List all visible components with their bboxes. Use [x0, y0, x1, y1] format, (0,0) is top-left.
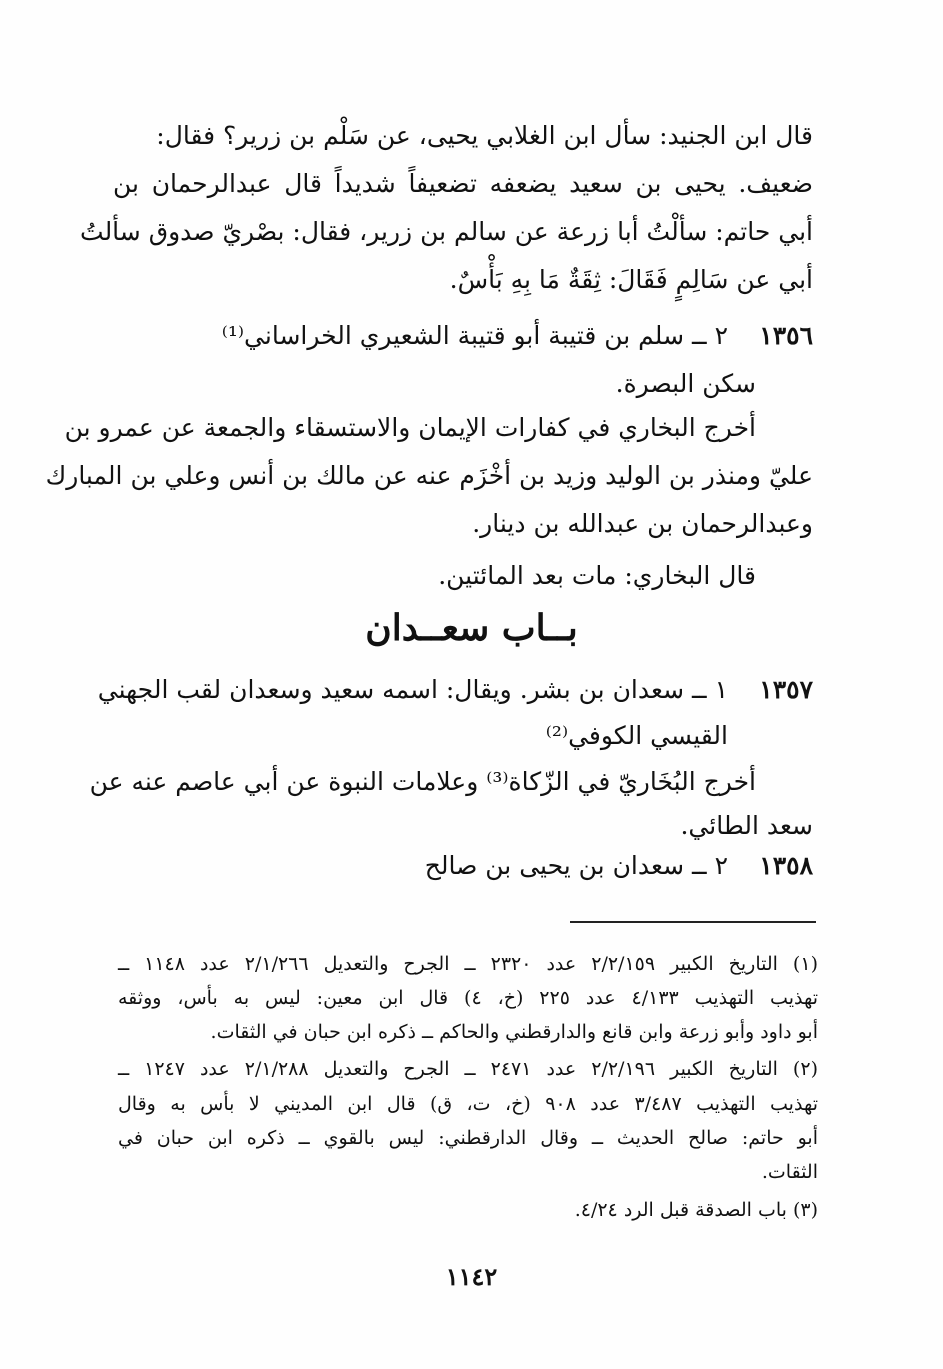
- text-line: أخرج البخاري في كفارات الإيمان والاستسقاء والجمعة عن عمرو بن: [64, 413, 756, 442]
- text-line: أخرج البُخَاريّ في الزّكاة⁽³⁾ وعلامات النبوة عن أبي عاصم عنه عن: [89, 767, 756, 796]
- text-line: عليّ ومنذر بن الوليد وزيد بن أخْزَم عنه عن مالك بن أنس وعلي بن المبارك: [45, 461, 813, 490]
- footnote-line: تهذيب التهذيب ٣/٤٨٧ عدد ٩٠٨ (خ، ت، ق) قال ابن المديني لا بأس به وقال: [118, 1093, 818, 1115]
- text-line: أبي حاتم: سألْتُ أبا زرعة عن سالم بن زرير، فقال: بصْريّ صدوق سألتُ: [80, 217, 813, 246]
- text-line: ضعيف. يحيى بن سعيد يضعفه تضعيفاً شديداً قال عبدالرحمان بن: [113, 169, 813, 198]
- text-line: القيسي الكوفي⁽²⁾: [545, 721, 728, 750]
- text-line: سعد الطائي.: [680, 811, 813, 840]
- text-line: سكن البصرة.: [615, 369, 756, 398]
- footnote-separator: [570, 921, 816, 923]
- entry-number: ١٣٥٧: [759, 675, 813, 704]
- entry-title: ٢ ــ سعدان بن يحيى بن صالح: [424, 851, 728, 880]
- footnote-line: (٢) التاريخ الكبير ٢/٢/١٩٦ عدد ٢٤٧١ ــ الجرح والتعديل ٢/١/٢٨٨ عدد ١٢٤٧ ــ: [118, 1058, 818, 1080]
- footnote-line: أبو حاتم: صالح الحديث ــ وقال الدارقطني: ليس بالقوي ــ ذكره ابن حبان في: [118, 1127, 818, 1149]
- footnote-line: الثقات.: [761, 1161, 818, 1183]
- text-line: أبي عن سَالِمٍ فَقَالَ: ثِقَةٌ مَا بِهِ بَأْسٌ.: [449, 265, 813, 294]
- entry-title: ٢ ــ سلم بن قتيبة أبو قتيبة الشعيري الخراساني⁽¹⁾: [221, 321, 728, 350]
- text-line: قال البخاري: مات بعد المائتين.: [438, 561, 756, 590]
- entry-number: ١٣٥٦: [759, 321, 813, 350]
- footnote-line: (١) التاريخ الكبير ٢/٢/١٥٩ عدد ٢٣٢٠ ــ الجرح والتعديل ٢/١/٢٦٦ عدد ١١٤٨ ــ: [118, 953, 818, 975]
- entry-number: ١٣٥٨: [759, 851, 813, 880]
- footnote-line: أبو داود وأبو زرعة وابن قانع والدارقطني والحاكم ــ ذكره ابن حبان في الثقات.: [210, 1021, 818, 1043]
- section-heading: بــاب سعــدان: [365, 607, 578, 649]
- footnote-line: تهذيب التهذيب ٤/١٣٣ عدد ٢٢٥ (خ، ٤) قال ابن معين: ليس به بأس، ووثقه: [118, 987, 818, 1009]
- text-line: قال ابن الجنيد: سأل ابن الغلابي يحيى، عن سَلْم بن زرير؟ فقال:: [156, 121, 813, 150]
- entry-title: ١ ــ سعدان بن بشر. ويقال: اسمه سعيد وسعدان لقب الجهني: [97, 675, 728, 704]
- page-number: ١١٤٢: [445, 1262, 498, 1291]
- text-line: وعبدالرحمان بن عبدالله بن دينار.: [472, 509, 813, 538]
- footnote-line: (٣) باب الصدقة قبل الرد ٤/٢٤.: [574, 1199, 818, 1221]
